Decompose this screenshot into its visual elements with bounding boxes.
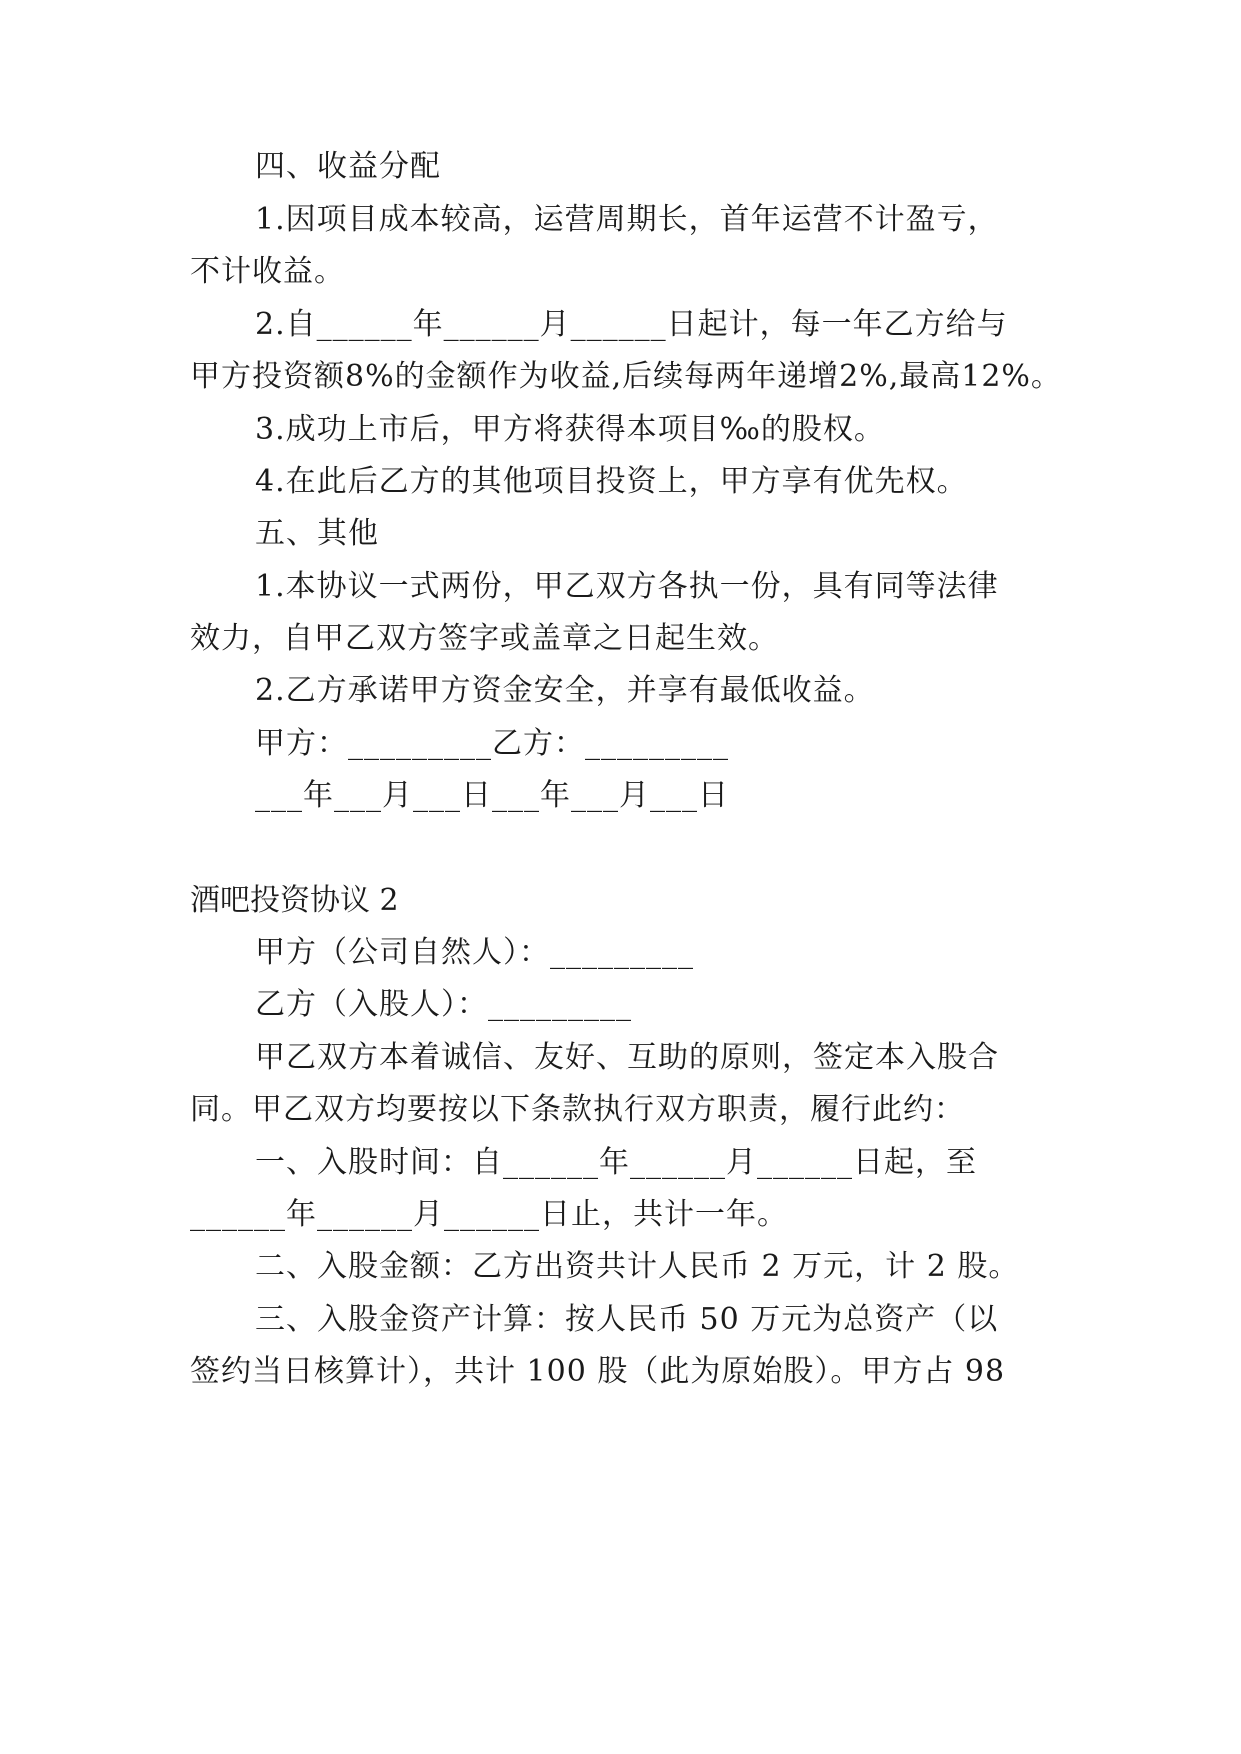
signature-line: 甲方：_________乙方：_________ [255,726,729,761]
section-five-item2: 2.乙方承诺甲方资金安全，并享有最低收益。 [255,673,875,708]
clause1-line2: ______年______月______日止，共计一年。 [190,1197,788,1232]
section-four-item2-line2: 甲方投资额8%的金额作为收益,后续每两年递增2%,最高12%。 [190,359,1062,394]
clause3-line1: 三、入股金资产计算：按人民币 50 万元为总资产（以 [255,1302,999,1337]
section-four-item2-line1: 2.自______年______月______日起计，每一年乙方给与 [255,307,1008,342]
preamble-line1: 甲乙双方本着诚信、友好、互助的原则，签定本入股合 [255,1040,999,1075]
clause1-line1: 一、入股时间：自______年______月______日起，至 [255,1145,977,1180]
section-five-heading: 五、其他 [255,516,379,551]
clause3-line2: 签约当日核算计），共计 100 股（此为原始股）。甲方占 98 [190,1354,1006,1389]
clause2: 二、入股金额：乙方出资共计人民币 2 万元，计 2 股。 [255,1249,1020,1284]
section-four-item3: 3.成功上市后，甲方将获得本项目‰的股权。 [255,412,885,447]
section-four-item1-line1: 1.因项目成本较高，运营周期长，首年运营不计盈亏， [255,202,999,237]
date-line: ___年___月___日___年___月___日 [255,778,729,813]
party-b-line: 乙方（入股人）：_________ [255,987,632,1022]
section-four-item4: 4.在此后乙方的其他项目投资上，甲方享有优先权。 [255,464,968,499]
agreement2-title: 酒吧投资协议 2 [190,883,399,918]
section-four-item1-line2: 不计收益。 [190,254,345,289]
section-four-heading: 四、收益分配 [255,149,441,184]
party-a-line: 甲方（公司自然人）：_________ [255,935,694,970]
section-five-item1-line1: 1.本协议一式两份，甲乙双方各执一份，具有同等法律 [255,569,999,604]
preamble-line2: 同。甲乙双方均要按以下条款执行双方职责，履行此约： [190,1092,965,1127]
section-five-item1-line2: 效力，自甲乙双方签字或盖章之日起生效。 [190,621,779,656]
